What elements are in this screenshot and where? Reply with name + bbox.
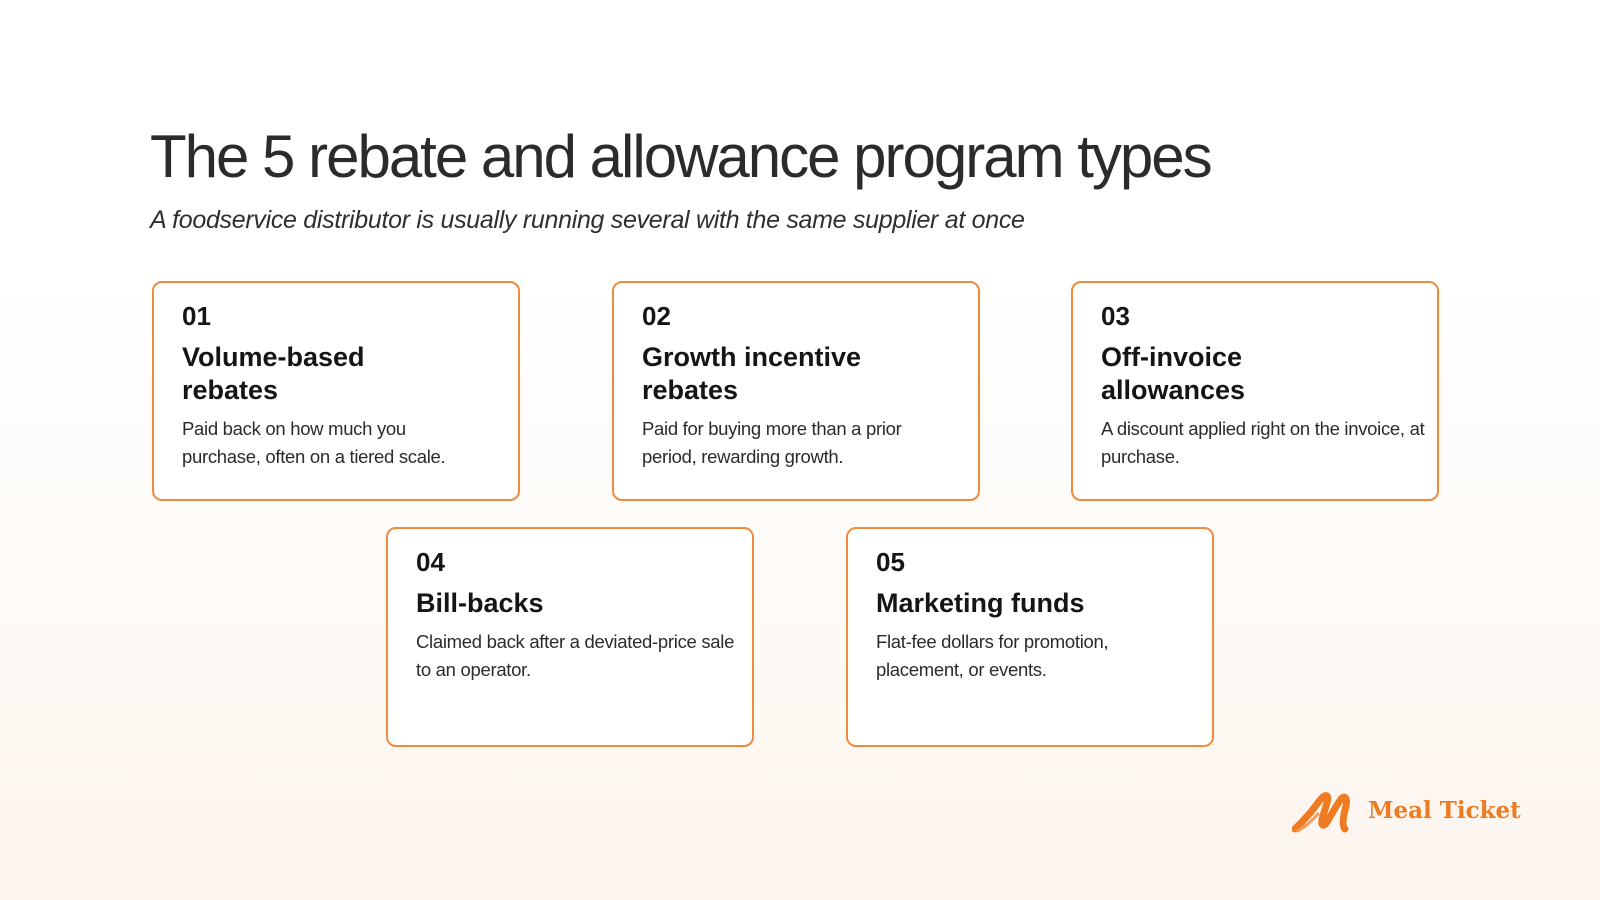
card-title: Marketing funds	[876, 588, 1085, 618]
card-number: 01	[182, 301, 211, 331]
card-description: Flat-fee dollars for promotion, placement, or events.	[876, 631, 1109, 680]
card-title: Volume-based rebates	[182, 342, 365, 405]
program-card-bill-backs	[386, 527, 754, 747]
program-card-off-invoice-allowances	[1071, 281, 1439, 501]
brand-logo	[1292, 786, 1521, 834]
card-number: 03	[1101, 301, 1130, 331]
card-description: Paid back on how much you purchase, often on a tiered scale.	[182, 418, 446, 467]
program-card-volume-based-rebates	[152, 281, 520, 501]
card-description: Claimed back after a deviated-price sale to an operator.	[416, 631, 735, 680]
slide-subtitle: A foodservice distributor is usually running several with the same supplier at once	[150, 206, 1025, 234]
card-title: Bill-backs	[416, 588, 544, 618]
program-card-growth-incentive-rebates	[612, 281, 980, 501]
meal-ticket-m-logo-icon	[1292, 786, 1364, 834]
slide-title: The 5 rebate and allowance program types	[150, 123, 1211, 190]
card-title: Off-invoice allowances	[1101, 342, 1246, 405]
card-number: 04	[416, 547, 445, 577]
brand-name: Meal Ticket	[1368, 796, 1521, 824]
card-description: A discount applied right on the invoice, at purchase.	[1101, 418, 1425, 467]
card-description: Paid for buying more than a prior period, rewarding growth.	[642, 418, 902, 467]
program-card-marketing-funds	[846, 527, 1214, 747]
card-number: 05	[876, 547, 905, 577]
card-title: Growth incentive rebates	[642, 342, 862, 405]
card-number: 02	[642, 301, 671, 331]
